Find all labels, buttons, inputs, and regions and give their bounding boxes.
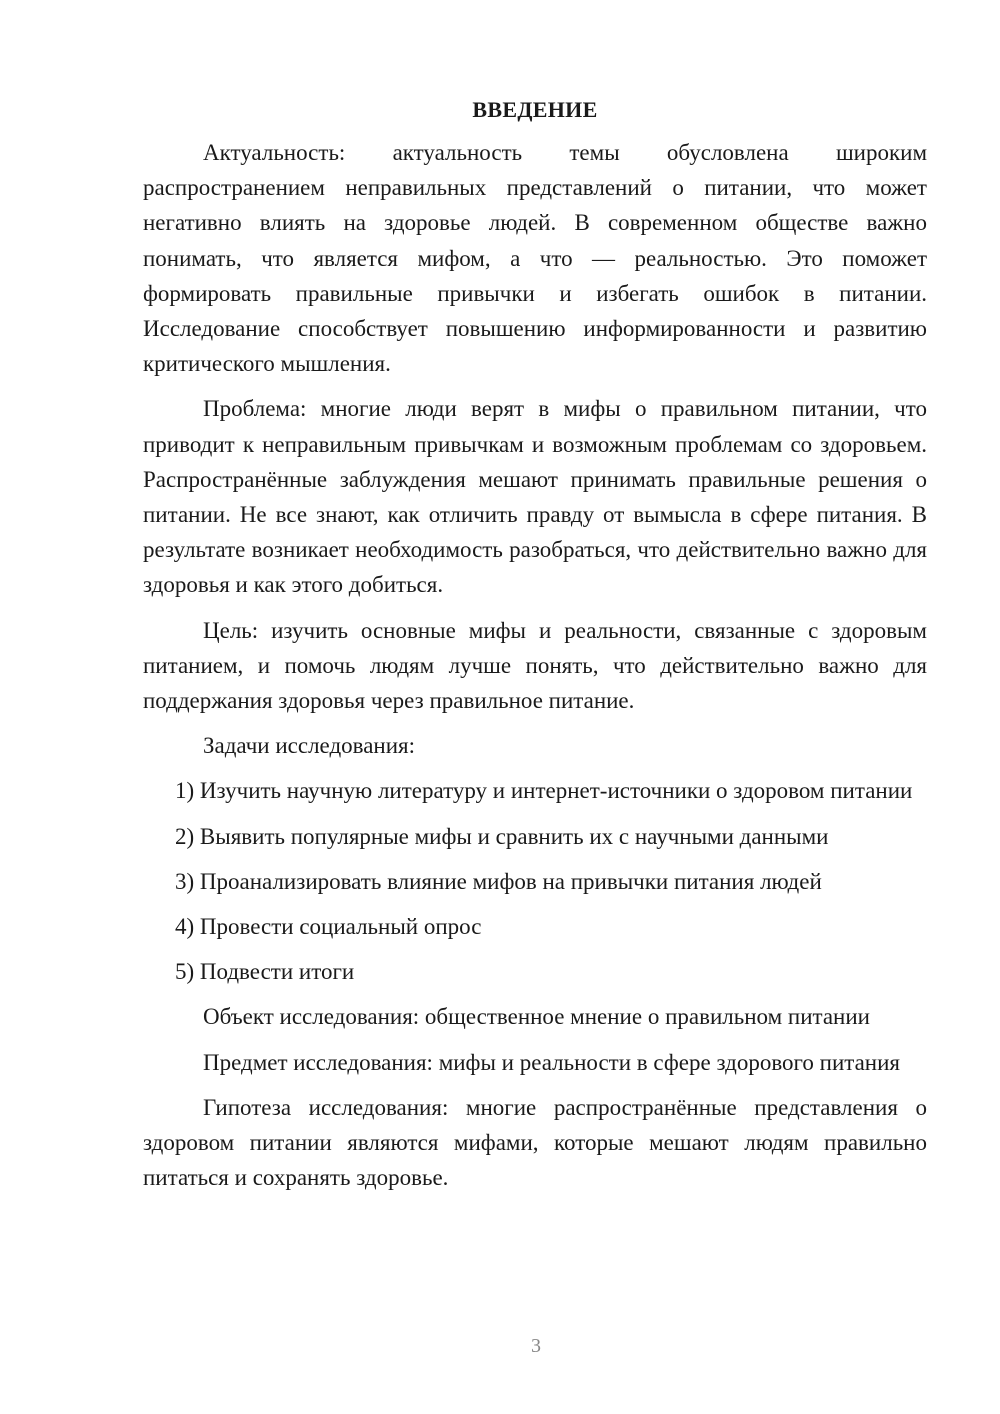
page-title: ВВЕДЕНИЕ	[472, 97, 598, 122]
relevance-paragraph: Актуальность: актуальность темы обусловлена широким распространением неправильных представлений о питании, что может негативно влиять на здоровье людей. В современном обществе важно понимать, что является мифом, а что — реальностью. Это поможет формировать правильные привычки и избегать ошибок в питании. Исследование способствует повышению информированности и развитию критического мышления.	[143, 140, 927, 377]
task-item-2: 2) Выявить популярные мифы и сравнить их с научными данными	[175, 823, 829, 849]
task-item-5: 5) Подвести итоги	[175, 959, 355, 985]
hypothesis-paragraph: Гипотеза исследования: многие распространённые представления о здоровом питании являются мифами, которые мешают людям правильно питаться и сохранять здоровье.	[143, 1094, 927, 1191]
subject-paragraph: Предмет исследования: мифы и реальности в сфере здорового питания	[203, 1049, 900, 1075]
problem-paragraph: Проблема: многие люди верят в мифы о правильном питании, что приводит к неправильным привычкам и возможным проблемам со здоровьем. Распространённые заблуждения мешают принимать правильные решения о питании. Не все знают, как отличить правду от вымысла в сфере питания. В результате возникает необходимость разобраться, что действительно важно для здоровья и как этого добиться.	[143, 396, 927, 598]
task-item-3: 3) Проанализировать влияние мифов на привычки питания людей	[175, 868, 822, 894]
document-page	[143, 92, 927, 1195]
goal-paragraph: Цель: изучить основные мифы и реальности, связанные с здоровым питанием, и помочь людям лучше понять, что действительно важно для поддержания здоровья через правильное питание.	[143, 617, 927, 714]
page-number: 3	[531, 1335, 541, 1357]
task-item-1: 1) Изучить научную литературу и интернет-источники о здоровом питании	[175, 778, 913, 804]
task-item-4: 4) Провести социальный опрос	[175, 914, 482, 940]
tasks-heading: Задачи исследования:	[203, 733, 416, 759]
object-paragraph: Объект исследования: общественное мнение о правильном питании	[203, 1004, 870, 1030]
